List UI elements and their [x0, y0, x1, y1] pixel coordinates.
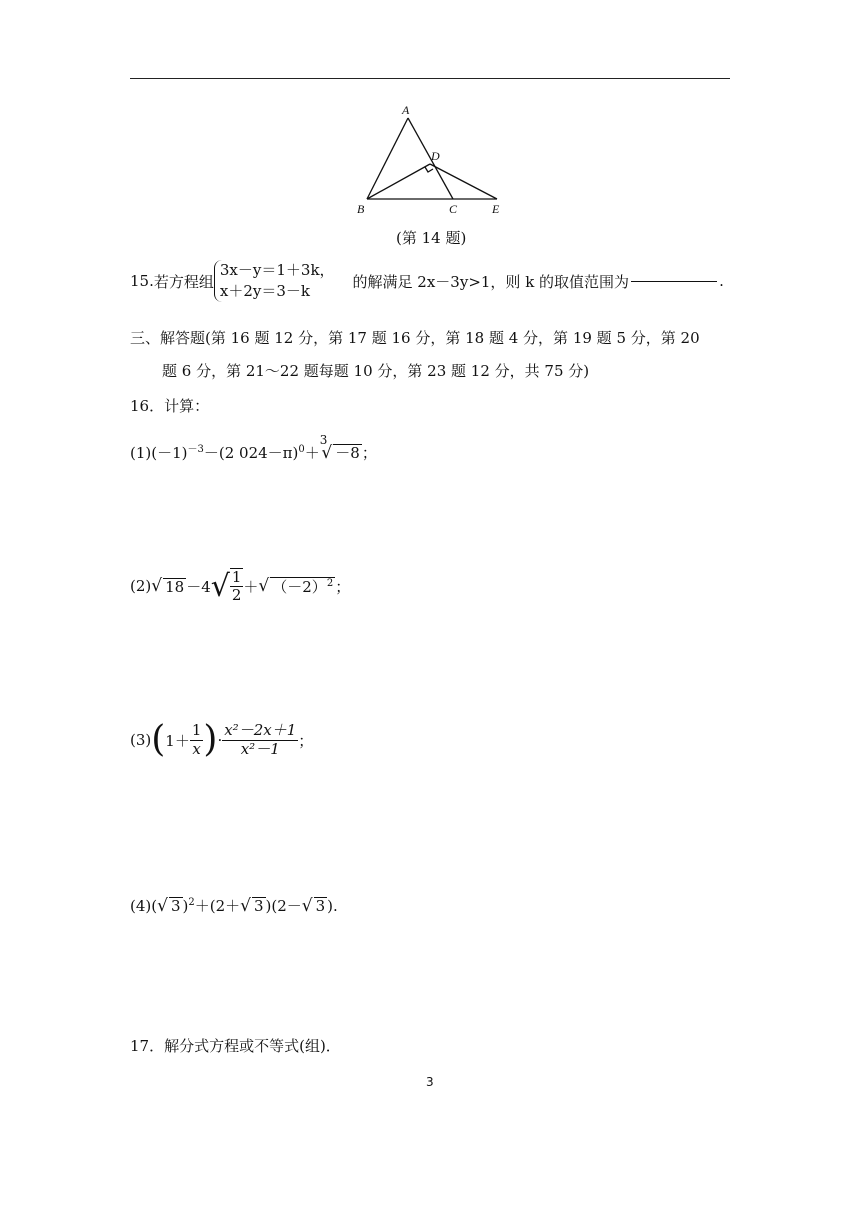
q16-part-2	[130, 568, 350, 605]
q15-end: .	[719, 272, 724, 290]
label-C: C	[449, 202, 458, 216]
q16-part-1	[130, 433, 377, 463]
section-3-heading-cont: 题 6 分，第 21～22 题每题 10 分，第 23 题 12 分，共 75 分)	[162, 362, 590, 380]
fraction-1-over-x: $\frac{1}{x}$	[191, 721, 202, 758]
label-E: E	[492, 202, 500, 216]
dot: ·	[217, 731, 223, 749]
root-index: 3	[319, 433, 328, 447]
punct: ；	[335, 577, 351, 596]
radicand: 18	[165, 577, 185, 596]
part-label: (4)(	[130, 897, 158, 915]
q16-part-4: (4)(√ 3 )$^2$＋(2＋√ 3 )(2－√ 3 ).	[130, 896, 338, 916]
exponent: 0	[298, 444, 305, 455]
triangle-figure	[340, 100, 520, 220]
equation-2: x＋2y＝3－k	[219, 282, 310, 300]
question-15	[130, 260, 724, 302]
section-3-heading: 三、解答题(第 16 题 12 分，第 17 题 16 分，第 18 题 4 分，第 19 题 5 分，第 20	[130, 329, 700, 347]
label-B: B	[357, 202, 365, 216]
radicand: 3	[315, 897, 326, 915]
radical-sign: √	[151, 576, 163, 597]
radicand: $(-2)^2$	[272, 578, 334, 596]
term-b: －(2 024－π)	[203, 444, 299, 462]
punct: ；	[361, 444, 377, 462]
segment-DE	[430, 164, 497, 199]
plus-sign: ＋	[243, 577, 259, 596]
figure-caption: (第 14 题)	[396, 229, 467, 247]
radical-sign: √	[157, 896, 168, 916]
term: 1＋	[165, 731, 190, 750]
equation-system	[214, 260, 335, 302]
page-number: 3	[426, 1075, 434, 1089]
q15-condition: 的解满足 2x－3y>1，则 k 的取值范围为	[352, 272, 630, 291]
radical-sign: √	[258, 576, 270, 597]
answer-blank[interactable]	[631, 281, 717, 282]
radicand: 3	[253, 897, 264, 915]
plus-sign: ＋	[304, 444, 320, 462]
label-D: D	[431, 149, 440, 163]
q15-prefix: 若方程组	[153, 272, 214, 291]
exponent: －3	[187, 444, 204, 455]
punct: ；	[298, 731, 314, 750]
segment-AB	[367, 118, 408, 199]
radicand: 3	[170, 897, 181, 915]
radicand: －8	[335, 444, 360, 462]
equation-1: 3x－y＝1＋3k，	[219, 261, 335, 279]
term: －4	[186, 577, 211, 596]
fraction-expression: $\frac{\text{x²－2x＋1}}{\text{x²－1}}$	[224, 721, 297, 758]
part-label: (2)	[130, 577, 152, 596]
radical-sign: √	[210, 568, 230, 604]
label-A: A	[402, 103, 410, 117]
fraction-half: $\frac{1}{2}$	[231, 568, 242, 605]
right-angle-mark	[425, 167, 433, 172]
exponent: 2	[188, 897, 195, 908]
q16-part-3: (3) ( 1＋ $\frac{1}{x}$ ) · $\frac{\text{x²－2x＋1}}{\text{x²－1}}$ ；	[130, 719, 314, 760]
question-17-title: 17．解分式方程或不等式(组)．	[130, 1037, 341, 1055]
radical-sign: √	[301, 896, 313, 916]
radical-sign: √	[321, 443, 333, 463]
part-label: (1)	[130, 444, 152, 462]
question-16-title: 16．计算：	[130, 397, 210, 415]
header-rule	[130, 78, 730, 79]
part-label: (3)	[130, 731, 152, 749]
q15-number: 15.	[130, 272, 154, 290]
radical-sign: √	[240, 896, 251, 916]
term-a: (－1)	[151, 444, 188, 462]
